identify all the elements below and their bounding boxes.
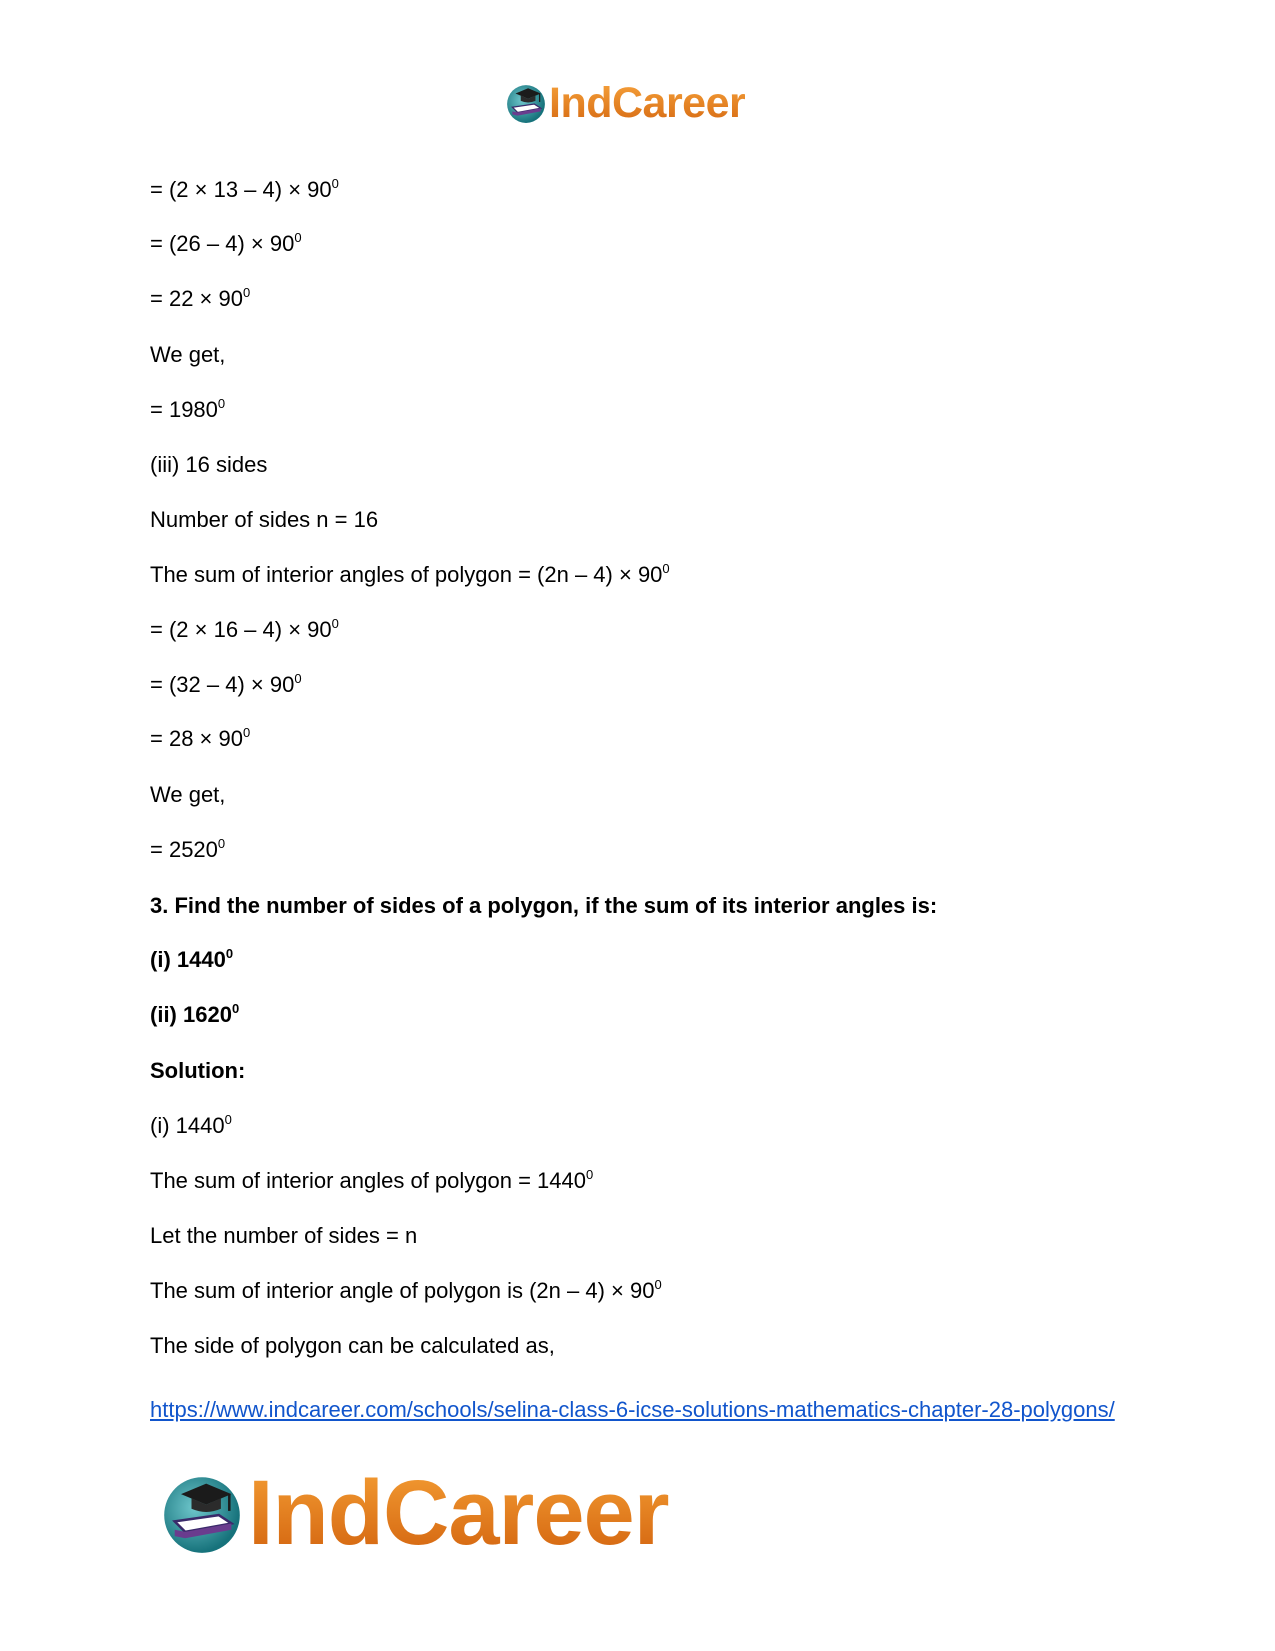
text-line bbox=[150, 946, 233, 977]
line-text: We get, bbox=[150, 782, 226, 807]
line-text: = 28 × 90 bbox=[150, 726, 243, 751]
text-line bbox=[150, 1332, 555, 1360]
degree-superscript: 0 bbox=[331, 176, 339, 191]
line-text: (iii) 16 sides bbox=[150, 452, 268, 477]
graduation-cap-globe-books-icon bbox=[505, 82, 547, 124]
text-line bbox=[150, 561, 670, 592]
line-text: We get, bbox=[150, 342, 226, 367]
line-text: = (32 – 4) × 90 bbox=[150, 672, 295, 697]
text-line bbox=[150, 1001, 239, 1032]
text-line bbox=[150, 176, 339, 207]
text-line bbox=[150, 230, 302, 261]
text-line bbox=[150, 1057, 245, 1085]
text-line bbox=[150, 396, 225, 427]
line-text: The side of polygon can be calculated as, bbox=[150, 1333, 555, 1358]
line-text: Number of sides n = 16 bbox=[150, 507, 379, 532]
line-text: (ii) 1620 bbox=[150, 1002, 232, 1027]
text-line bbox=[150, 341, 225, 369]
degree-superscript: 0 bbox=[217, 836, 226, 851]
degree-superscript: 0 bbox=[224, 1112, 232, 1127]
line-text: 3. Find the number of sides of a polygon, if the sum of its interior angles is: bbox=[150, 893, 938, 918]
text-line bbox=[150, 285, 250, 316]
header-logo bbox=[505, 80, 745, 126]
degree-superscript: 0 bbox=[242, 285, 251, 300]
logo-wordmark: IndCareer bbox=[549, 78, 746, 127]
text-line bbox=[150, 781, 225, 809]
text-line bbox=[150, 725, 250, 756]
source-link[interactable]: https://www.indcareer.com/schools/selina-class-6-icse-solutions-mathematics-chapter-28-polygons/ bbox=[150, 1397, 1115, 1422]
text-line bbox=[150, 1277, 662, 1308]
degree-superscript: 0 bbox=[217, 396, 226, 411]
degree-superscript: 0 bbox=[294, 230, 302, 245]
degree-superscript: 0 bbox=[662, 561, 670, 576]
text-line bbox=[150, 451, 267, 479]
degree-superscript: 0 bbox=[225, 946, 234, 961]
text-line bbox=[150, 616, 339, 647]
line-text: The sum of interior angles of polygon = (2n – 4) × 90 bbox=[150, 562, 663, 587]
text-line bbox=[150, 1222, 417, 1250]
line-text: = (2 × 13 – 4) × 90 bbox=[150, 177, 332, 202]
line-text: = (2 × 16 – 4) × 90 bbox=[150, 617, 332, 642]
degree-superscript: 0 bbox=[242, 725, 251, 740]
text-line bbox=[150, 671, 302, 702]
logo-wordmark: IndCareer bbox=[248, 1462, 669, 1564]
degree-superscript: 0 bbox=[331, 616, 339, 631]
degree-superscript: 0 bbox=[654, 1277, 662, 1292]
line-text: = 1980 bbox=[150, 397, 218, 422]
line-text: = 2520 bbox=[150, 837, 218, 862]
line-text: The sum of interior angles of polygon = 1440 bbox=[150, 1168, 586, 1193]
text-line bbox=[150, 1167, 593, 1198]
line-text: Let the number of sides = n bbox=[150, 1223, 418, 1248]
line-text: (i) 1440 bbox=[150, 1113, 225, 1138]
line-text: = 22 × 90 bbox=[150, 286, 243, 311]
graduation-cap-globe-books-icon bbox=[160, 1471, 244, 1555]
line-text: = (26 – 4) × 90 bbox=[150, 231, 295, 256]
degree-superscript: 0 bbox=[586, 1167, 594, 1182]
text-line bbox=[150, 1112, 232, 1143]
text-line bbox=[150, 506, 378, 534]
text-line bbox=[150, 892, 937, 920]
line-text: (i) 1440 bbox=[150, 947, 226, 972]
text-line bbox=[150, 836, 225, 867]
footer-logo bbox=[160, 1462, 669, 1564]
line-text: Solution: bbox=[150, 1058, 246, 1083]
line-text: The sum of interior angle of polygon is (2n – 4) × 90 bbox=[150, 1278, 655, 1303]
degree-superscript: 0 bbox=[294, 671, 302, 686]
degree-superscript: 0 bbox=[231, 1001, 240, 1016]
